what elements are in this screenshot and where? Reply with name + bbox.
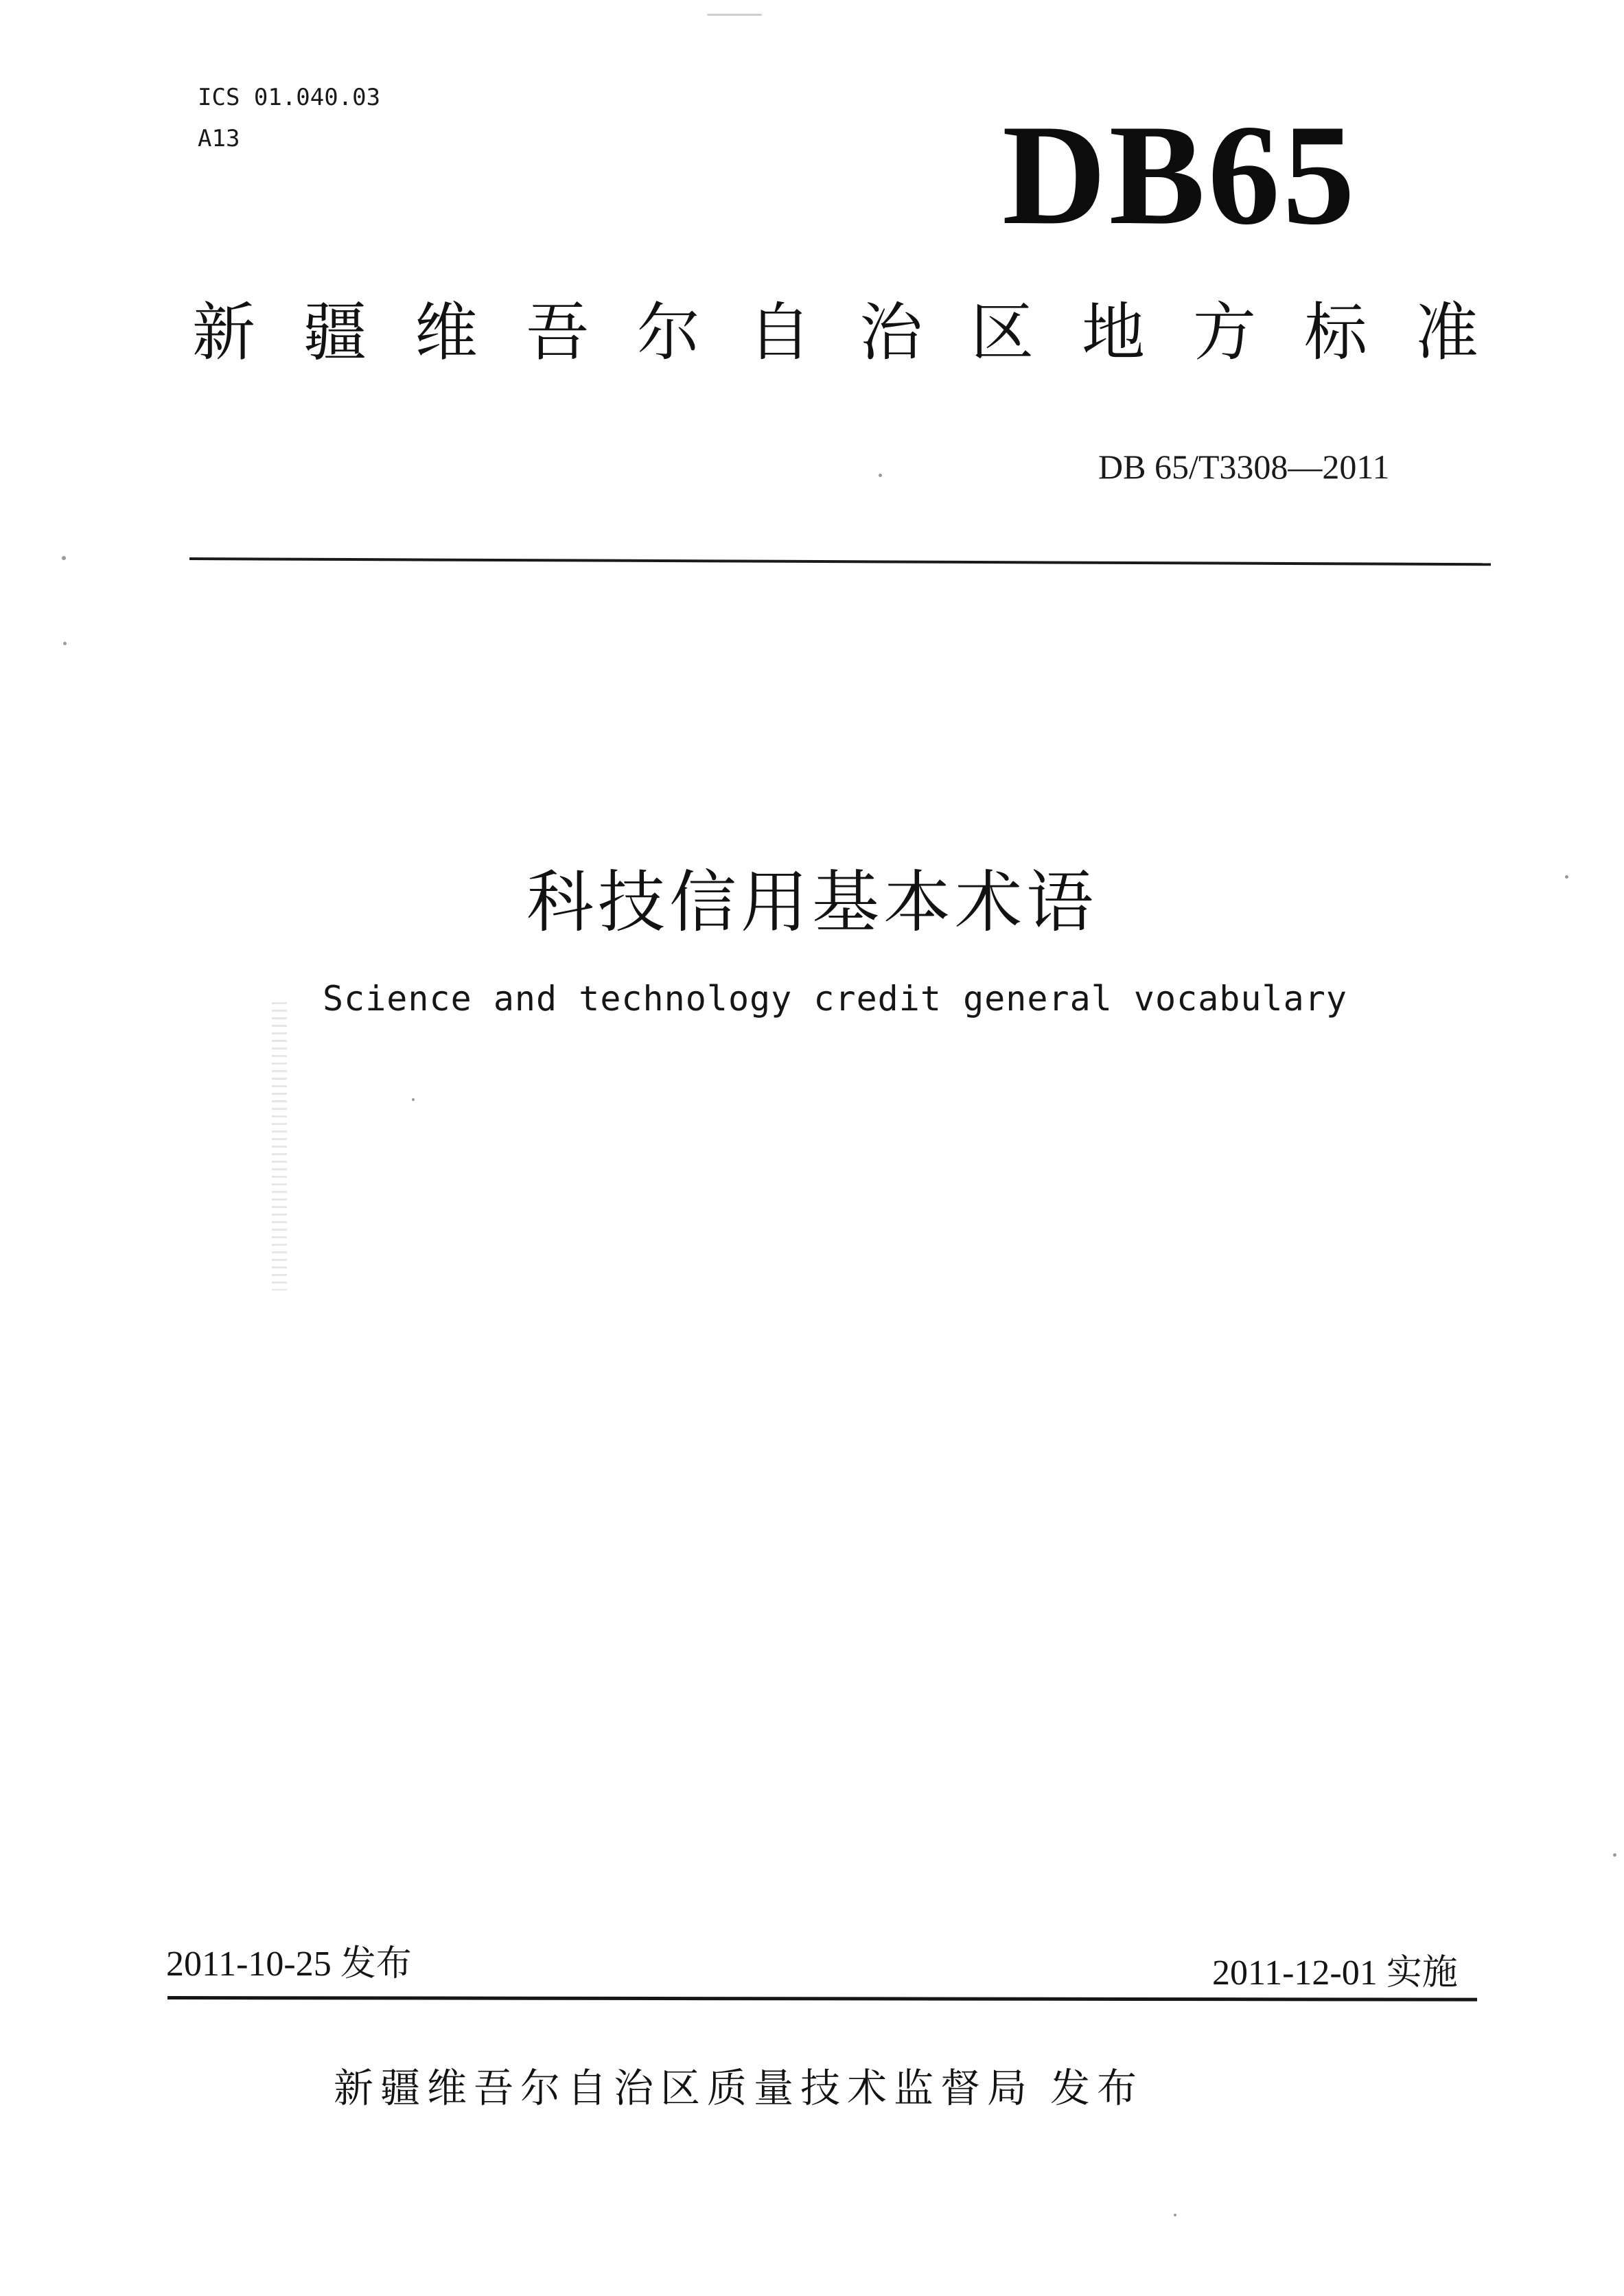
scan-speck	[707, 14, 762, 16]
db-logo: DB65	[1002, 95, 1358, 255]
scan-speck	[1613, 1853, 1616, 1857]
publisher-name: 新疆维吾尔自治区质量技术监督局	[334, 2065, 1034, 2111]
scan-noise	[272, 1002, 287, 1290]
title-chinese: 科技信用基本术语	[526, 863, 1098, 942]
issue-date: 2011-10-25 发布	[166, 1945, 412, 1984]
publisher-line	[334, 2061, 1144, 2115]
ics-code: ICS 01.040.03	[198, 84, 381, 111]
title-english: Science and technology credit general vocabulary	[323, 979, 1347, 1019]
scan-speck	[63, 642, 67, 645]
bottom-divider	[167, 1996, 1477, 2002]
scan-speck	[412, 1098, 415, 1101]
implementation-date: 2011-12-01 实施	[1212, 1953, 1458, 1993]
scan-speck	[1565, 875, 1568, 879]
standard-category: 新疆维吾尔自治区地方标准	[192, 296, 1527, 369]
publisher-verb: 发布	[1050, 2065, 1144, 2111]
top-divider	[189, 557, 1491, 566]
scan-speck	[1174, 2214, 1176, 2216]
classification-block	[198, 77, 380, 159]
scan-speck	[879, 474, 882, 477]
standard-number: DB 65/T3308—2011	[1098, 448, 1390, 486]
class-code: A13	[198, 125, 240, 152]
scan-speck	[62, 556, 66, 560]
